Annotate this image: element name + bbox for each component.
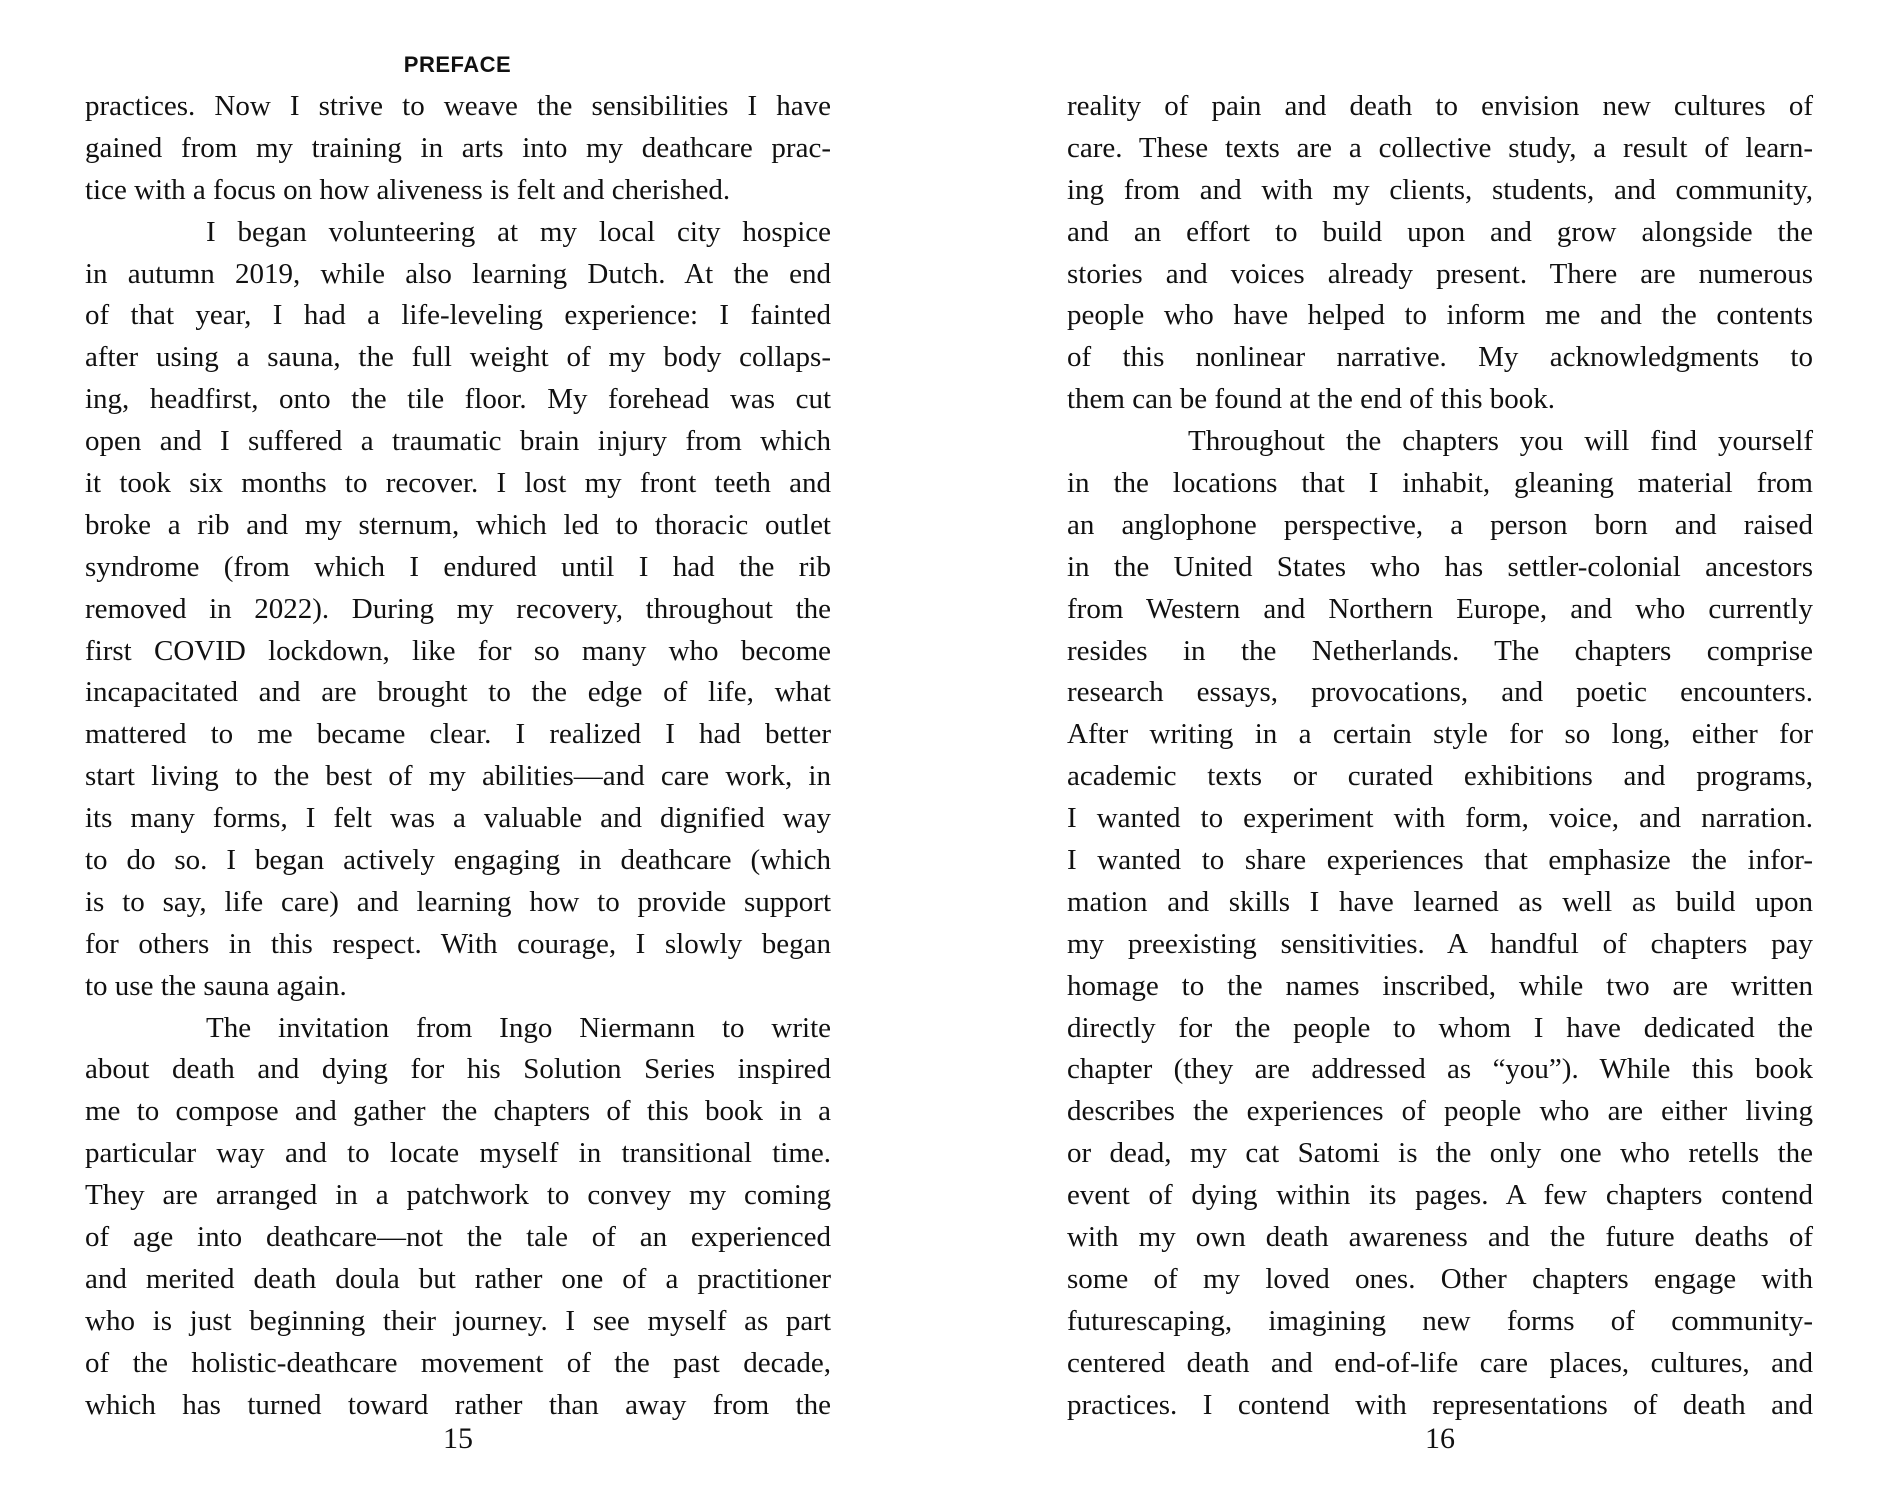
text-line: broke a rib and my sternum, which led to thoracic outlet — [85, 508, 831, 541]
text-line: I began volunteering at my local city hospice — [206, 215, 831, 248]
text-line: my preexisting sensitivities. A handful of chapters pay — [1067, 927, 1813, 960]
text-line: of this nonlinear narrative. My acknowledgments to — [1067, 341, 1813, 374]
text-line: syndrome (from which I endured until I had the rib — [85, 550, 831, 583]
text-line: with my own death awareness and the future deaths of — [1067, 1221, 1813, 1254]
text-line: ing from and with my clients, students, and community, — [1067, 173, 1813, 206]
text-line: ing, headfirst, onto the tile floor. My forehead was cut — [85, 383, 831, 416]
text-line: to do so. I began actively engaging in deathcare (which — [85, 844, 831, 877]
text-line: an anglophone perspective, a person born and raised — [1067, 508, 1813, 541]
text-line: care. These texts are a collective study, a result of learn- — [1067, 131, 1813, 164]
text-line: particular way and to locate myself in transitional time. — [85, 1137, 831, 1170]
text-line: After writing in a certain style for so long, either for — [1067, 718, 1813, 751]
text-line: after using a sauna, the full weight of my body collaps- — [85, 341, 831, 374]
text-line: reality of pain and death to envision new cultures of — [1067, 90, 1813, 122]
text-line: is to say, life care) and learning how to provide support — [85, 885, 831, 918]
text-line: describes the experiences of people who are either living — [1067, 1095, 1813, 1128]
text-line: them can be found at the end of this book. — [1067, 383, 1556, 416]
text-line: Throughout the chapters you will find yourself — [1188, 425, 1813, 458]
text-line: of the holistic-deathcare movement of the past decade, — [85, 1346, 831, 1379]
text-line: research essays, provocations, and poetic encounters. — [1067, 676, 1813, 709]
text-line: about death and dying for his Solution Series inspired — [85, 1053, 831, 1086]
text-line: of that year, I had a life-leveling experience: I fainted — [85, 299, 831, 332]
text-line: mattered to me became clear. I realized I had better — [85, 718, 831, 751]
text-line: practices. I contend with representations of death and — [1067, 1388, 1813, 1421]
text-line: from Western and Northern Europe, and who currently — [1067, 592, 1813, 625]
text-line: directly for the people to whom I have dedicated the — [1067, 1011, 1813, 1044]
text-line: in the locations that I inhabit, gleaning material from — [1067, 467, 1813, 500]
text-line: me to compose and gather the chapters of this book in a — [85, 1095, 831, 1128]
text-line: which has turned toward rather than away from the — [85, 1388, 831, 1421]
text-line: event of dying within its pages. A few chapters contend — [1067, 1179, 1813, 1212]
text-line: centered death and end-of-life care places, cultures, and — [1067, 1346, 1813, 1379]
text-line: gained from my training in arts into my deathcare prac- — [85, 131, 831, 164]
running-head: PREFACE — [403, 52, 512, 77]
right-page-number: 16 — [1425, 1422, 1455, 1455]
text-line: They are arranged in a patchwork to convey my coming — [85, 1179, 831, 1212]
text-line: homage to the names inscribed, while two are written — [1067, 969, 1813, 1002]
right-page-body — [1067, 86, 1813, 1427]
text-line: in the United States who has settler-colonial ancestors — [1067, 550, 1813, 583]
text-line: I wanted to experiment with form, voice, and narration. — [1067, 802, 1813, 835]
text-line: practices. Now I strive to weave the sensibilities I have — [85, 90, 831, 122]
text-line: incapacitated and are brought to the edge of life, what — [85, 676, 831, 709]
text-line: some of my loved ones. Other chapters engage with — [1067, 1262, 1813, 1295]
text-line: who is just beginning their journey. I see myself as part — [85, 1304, 831, 1337]
text-line: academic texts or curated exhibitions and programs, — [1067, 760, 1813, 793]
text-line: removed in 2022). During my recovery, throughout the — [85, 592, 831, 625]
text-line: tice with a focus on how aliveness is felt and cherished. — [85, 173, 731, 206]
text-line: in autumn 2019, while also learning Dutch. At the end — [85, 257, 831, 290]
text-line: I wanted to share experiences that emphasize the infor- — [1067, 844, 1813, 877]
text-line: its many forms, I felt was a valuable and dignified way — [85, 802, 831, 835]
text-line: The invitation from Ingo Niermann to write — [206, 1011, 831, 1044]
text-line: people who have helped to inform me and the contents — [1067, 299, 1813, 332]
text-line: to use the sauna again. — [85, 969, 347, 1002]
text-line: and merited death doula but rather one of a practitioner — [85, 1262, 831, 1295]
text-line: of age into deathcare—not the tale of an experienced — [85, 1221, 831, 1254]
text-line: or dead, my cat Satomi is the only one who retells the — [1067, 1137, 1813, 1170]
left-page-body — [85, 86, 831, 1427]
text-line: mation and skills I have learned as well as build upon — [1067, 885, 1813, 918]
text-line: it took six months to recover. I lost my front teeth and — [85, 467, 831, 500]
left-page-number: 15 — [443, 1422, 473, 1455]
text-line: start living to the best of my abilities—and care work, in — [85, 760, 831, 793]
text-line: first COVID lockdown, like for so many who become — [85, 634, 831, 667]
text-line: resides in the Netherlands. The chapters comprise — [1067, 634, 1813, 667]
text-line: open and I suffered a traumatic brain injury from which — [85, 425, 831, 458]
text-line: and an effort to build upon and grow alongside the — [1067, 215, 1813, 248]
text-line: chapter (they are addressed as “you”). While this book — [1067, 1053, 1813, 1086]
text-line: futurescaping, imagining new forms of community- — [1067, 1304, 1813, 1337]
text-line: stories and voices already present. There are numerous — [1067, 257, 1813, 290]
text-line: for others in this respect. With courage, I slowly began — [85, 927, 831, 960]
